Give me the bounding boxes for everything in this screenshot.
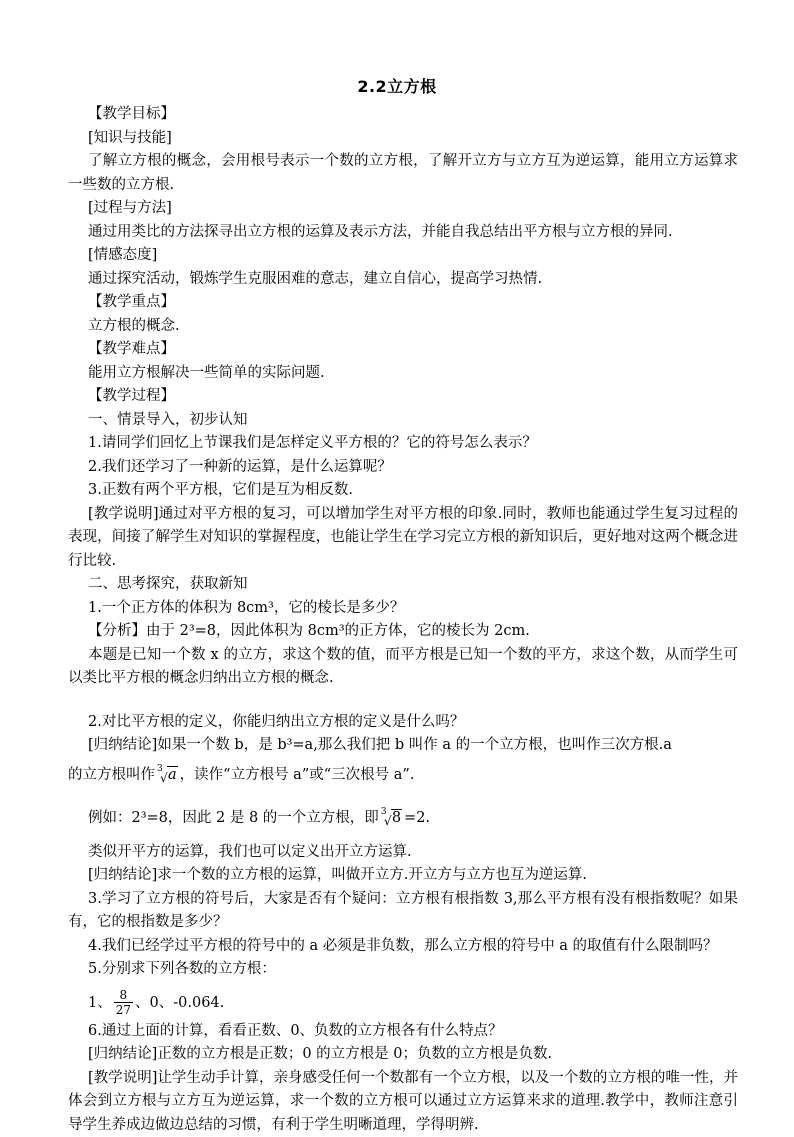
problem-four: 4.我们已经学过平方根的符号中的 a 必须是非负数，那么立方根的符号中 a 的取值有什么限制吗？ bbox=[68, 935, 738, 959]
section-two-heading: 二、思考探究，获取新知 bbox=[68, 573, 738, 597]
question-three: 3.正数有两个平方根，它们是互为相反数. bbox=[68, 479, 738, 503]
problem-five: 5.分别求下列各数的立方根： bbox=[68, 958, 738, 982]
difficulty-text: 能用立方根解决一些简单的实际问题. bbox=[68, 362, 738, 386]
question-two: 2.我们还学习了一种新的运算，是什么运算呢？ bbox=[68, 456, 738, 480]
process-heading: [过程与方法] bbox=[68, 197, 738, 221]
page-title: 2.2立方根 bbox=[0, 74, 794, 97]
problem-two: 2.对比平方根的定义，你能归纳出立方根的定义是什么吗？ bbox=[68, 711, 738, 735]
emotion-heading: [情感态度] bbox=[68, 244, 738, 268]
problem-six: 6.通过上面的计算，看看正数、0、负数的立方根各有什么特点？ bbox=[68, 1020, 738, 1044]
knowledge-text: 了解立方根的概念，会用根号表示一个数的立方根，了解开立方与立方互为逆运算，能用立方运算求一些数的立方根. bbox=[68, 150, 738, 197]
difficulty-heading: 【教学难点】 bbox=[68, 338, 738, 362]
problem-two-conclusion-three: [归纳结论]求一个数的立方根的运算，叫做开立方.开立方与立方也互为逆运算. bbox=[68, 864, 738, 888]
problem-five-list bbox=[68, 986, 738, 1020]
example-result: =2. bbox=[404, 810, 430, 826]
root-radicand-8: 8 bbox=[391, 809, 402, 826]
analogy-text: 类似开平方的运算，我们也可以定义出开立方运算. bbox=[68, 841, 738, 865]
problem-five-list-start: 1、 bbox=[88, 995, 112, 1011]
root-index: 3 bbox=[157, 758, 163, 782]
fraction-8-over-27 bbox=[114, 988, 133, 1017]
problem-one-text: 本题是已知一个数 x 的立方，求这个数的值，而平方根是已知一个数的平方，求这个数，从而学生可以类比平方根的概念归纳出立方根的概念. bbox=[68, 644, 738, 691]
key-point-heading: 【教学重点】 bbox=[68, 291, 738, 315]
problem-five-list-end: 、0、-0.064. bbox=[135, 995, 224, 1011]
process-text: 通过用类比的方法探寻出立方根的运算及表示方法，并能自我总结出平方根与立方根的异同. bbox=[68, 221, 738, 245]
key-point-text: 立方根的概念. bbox=[68, 315, 738, 339]
problem-six-conclusion: [归纳结论]正数的立方根是正数；0 的立方根是 0；负数的立方根是负数. bbox=[68, 1043, 738, 1067]
root-sign-icon: √ bbox=[160, 767, 168, 791]
document-body bbox=[68, 103, 738, 1137]
fraction-denominator: 27 bbox=[114, 1003, 133, 1017]
cube-root-reading-text: ，读作“立方根号 a”或“三次根号 a”. bbox=[180, 767, 415, 783]
teaching-note-one: [教学说明]通过对平方根的复习，可以增加学生对平方根的印象.同时，教师也能通过学生复习过程的表现，间接了解学生对知识的掌握程度，也能让学生在学习完立方根的新知识后，更好地对这两个概念进行比较. bbox=[68, 503, 738, 574]
section-one-heading: 一、情景导入，初步认知 bbox=[68, 409, 738, 433]
problem-one-analysis: 【分析】由于 2³=8，因此体积为 8cm³的正方体，它的棱长为 2cm. bbox=[68, 620, 738, 644]
problem-three: 3.学习了立方根的符号后，大家是否有个疑问：立方根有根指数 3,那么平方根有没有根指数呢？如果有，它的根指数是多少？ bbox=[68, 888, 738, 935]
process-main-heading: 【教学过程】 bbox=[68, 385, 738, 409]
example-text: 例如：2³=8，因此 2 是 8 的一个立方根，即 bbox=[88, 810, 379, 826]
fraction-numerator: 8 bbox=[114, 988, 133, 1003]
example-line bbox=[68, 807, 738, 831]
cube-root-notation-line bbox=[68, 764, 738, 788]
emotion-text: 通过探究活动，锻炼学生克服困难的意志，建立自信心，提高学习热情. bbox=[68, 268, 738, 292]
cube-root-of-a-symbol bbox=[157, 764, 178, 788]
root-radicand: a bbox=[167, 766, 178, 783]
root-index-8: 3 bbox=[381, 801, 387, 825]
knowledge-heading: [知识与技能] bbox=[68, 127, 738, 151]
problem-one: 1.一个正方体的体积为 8cm³，它的棱长是多少？ bbox=[68, 597, 738, 621]
cube-root-of-8-symbol bbox=[381, 807, 402, 831]
root-sign-icon-8: √ bbox=[384, 810, 392, 834]
cube-root-notation-text: 的立方根叫作 bbox=[68, 767, 155, 783]
teaching-goal-heading: 【教学目标】 bbox=[68, 103, 738, 127]
teaching-note-two: [教学说明]让学生动手计算，亲身感受任何一个数都有一个立方根，以及一个数的立方根的唯一性，并体会到立方根与立方互为逆运算，求一个数的立方根可以通过立方运算来求的道理.教学中，教师注意引导学生养成边做边总结的习惯，有利于学生明晰道理，学得明辨. bbox=[68, 1067, 738, 1137]
problem-two-conclusion: [归纳结论]如果一个数 b，是 b³=a,那么我们把 b 叫作 a 的一个立方根，也叫作三次方根.a bbox=[68, 734, 738, 758]
question-one: 1.请同学们回忆上节课我们是怎样定义平方根的？它的符号怎么表示？ bbox=[68, 432, 738, 456]
